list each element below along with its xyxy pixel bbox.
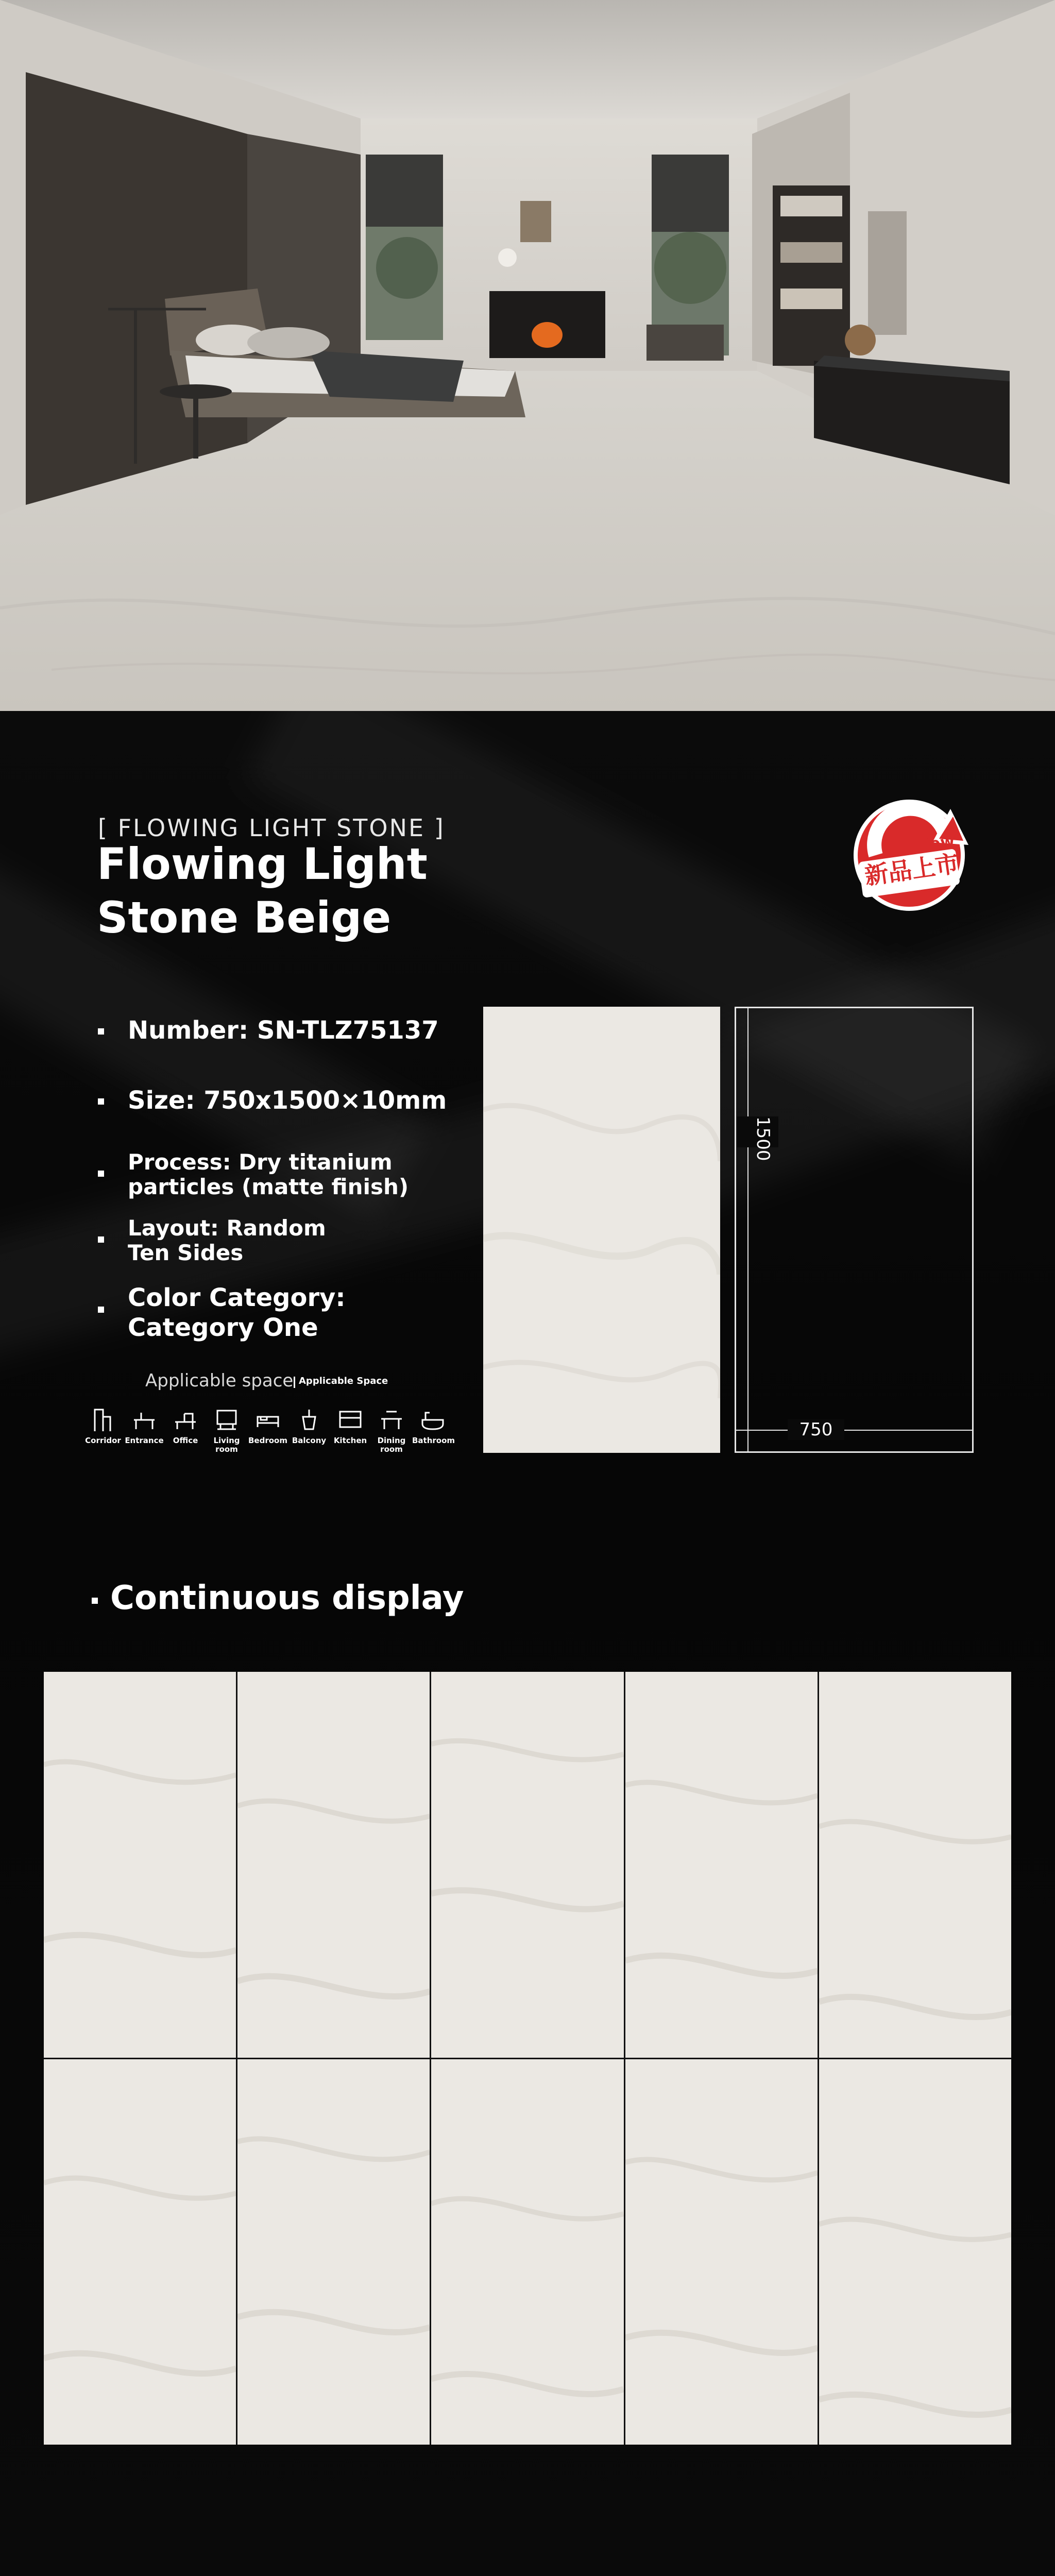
- space-dining-room: Dining room: [371, 1406, 412, 1454]
- marble-texture: [431, 2059, 623, 2445]
- bathroom-icon: [419, 1406, 446, 1433]
- tile-cell: [819, 2059, 1011, 2445]
- tile-cell: [44, 1672, 236, 2058]
- product-section: [ FLOWING LIGHT STONE ] Flowing Light Stone Beige 新品上市 New Number: SN-TLZ75137 Size: 750x1500×10mm Process: Dry titanium particles (matte finish) Layout: Random Ten Sides Color Category: Category One Applicable space Applicable Space Corridor Entrance Office Living room Bedroom Balcony Kitchen Dining room Bathroom 1500 750 Continuous display: [0, 711, 1055, 2576]
- tile-cell: [431, 1672, 623, 2058]
- tile-cell: [819, 1672, 1011, 2058]
- space-kitchen: Kitchen: [330, 1406, 371, 1445]
- width-dimension-label: 750: [788, 1419, 844, 1440]
- continuous-tile-grid: [44, 1672, 1011, 2445]
- product-title: [97, 837, 509, 944]
- marble-texture: [237, 2059, 430, 2445]
- entrance-icon: [131, 1406, 158, 1433]
- new-arrival-badge-icon: [840, 778, 979, 917]
- applicable-space-label: Applicable space: [145, 1370, 294, 1391]
- space-office: Office: [165, 1406, 206, 1445]
- space-living-room: Living room: [206, 1406, 247, 1454]
- bullet-icon: [98, 1171, 104, 1177]
- bullet-icon: [98, 1236, 104, 1243]
- room-scene-illustration: [0, 0, 1055, 711]
- dining-room-icon: [378, 1406, 405, 1433]
- marble-texture: [44, 2059, 236, 2445]
- bedroom-icon: [254, 1406, 281, 1433]
- product-eyebrow: [ FLOWING LIGHT STONE ]: [98, 814, 445, 842]
- space-balcony: Balcony: [288, 1406, 330, 1445]
- new-arrival-badge: [840, 778, 979, 917]
- marble-texture: [819, 2059, 1011, 2445]
- space-corridor: Corridor: [82, 1406, 124, 1445]
- space-bedroom: Bedroom: [247, 1406, 288, 1445]
- hero-room-image: [0, 0, 1055, 711]
- tile-cell: [625, 1672, 818, 2058]
- width-dimension-line: [736, 1430, 972, 1431]
- space-entrance: Entrance: [124, 1406, 165, 1445]
- product-title-line-2: Stone Beige: [97, 892, 392, 943]
- product-title-line-1: Flowing Light: [97, 839, 428, 889]
- marble-texture: [625, 1672, 818, 2058]
- tile-cell: [237, 2059, 430, 2445]
- height-dimension-label: 1500: [737, 1116, 778, 1147]
- height-dimension-line: [747, 1008, 748, 1451]
- bullet-icon: [98, 1307, 104, 1313]
- marble-texture: [819, 1672, 1011, 2058]
- tile-sample-image: [483, 1007, 720, 1453]
- kitchen-icon: [337, 1406, 364, 1433]
- marble-texture: [483, 1007, 720, 1453]
- bullet-icon: [98, 1098, 104, 1105]
- tile-cell: [237, 1672, 430, 2058]
- space-bathroom: Bathroom: [412, 1406, 453, 1445]
- tile-cell: [431, 2059, 623, 2445]
- office-icon: [172, 1406, 199, 1433]
- tile-dimensions-diagram: [735, 1007, 974, 1453]
- marble-texture: [44, 1672, 236, 2058]
- continuous-display-heading: Continuous display: [92, 1579, 464, 1617]
- bullet-icon: [98, 1028, 104, 1035]
- badge-english-text: New: [915, 832, 956, 855]
- badge-chinese-text: 新品上市: [863, 849, 961, 890]
- balcony-icon: [296, 1406, 322, 1433]
- tile-cell: [44, 2059, 236, 2445]
- marble-texture: [237, 1672, 430, 2058]
- applicable-space-sublabel: Applicable Space: [299, 1376, 388, 1386]
- applicable-space-icons: [82, 1406, 464, 1468]
- marble-texture: [625, 2059, 818, 2445]
- corridor-icon: [90, 1406, 116, 1433]
- tile-cell: [625, 2059, 818, 2445]
- living-room-icon: [213, 1406, 240, 1433]
- marble-texture: [431, 1672, 623, 2058]
